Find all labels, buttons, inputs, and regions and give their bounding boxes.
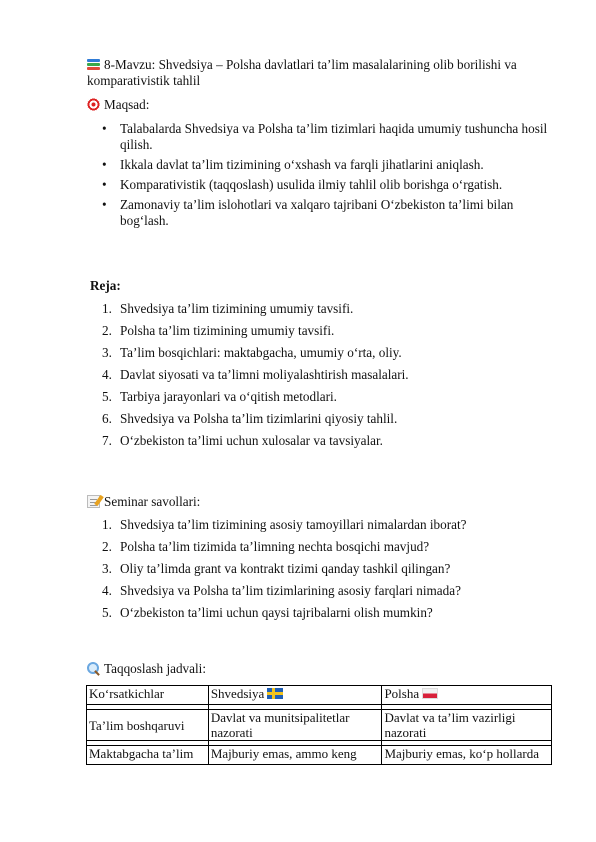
- header-cell: Ko‘rsatkichlar: [87, 686, 209, 705]
- list-item: 7. O‘zbekiston ta’limi uchun xulosalar va tavsiyalar.: [102, 433, 383, 448]
- header-cell: Shvedsiya: [208, 686, 382, 705]
- poland-flag-icon: [422, 688, 438, 699]
- table-cell: Majburiy emas, ammo keng: [208, 746, 382, 765]
- header-cell: Polsha: [382, 686, 552, 705]
- table-heading: Taqqoslash jadvali:: [87, 661, 557, 677]
- magnifier-icon: [87, 662, 100, 675]
- list-item: 5. Tarbiya jarayonlari va o‘qitish metodlari.: [102, 389, 337, 404]
- table-cell: Maktabgacha ta’lim: [87, 746, 209, 765]
- table-cell: Majburiy emas, ko‘p hollarda: [382, 746, 552, 765]
- sweden-flag-icon: [267, 688, 283, 699]
- list-item: 3. Oliy ta’limda grant va kontrakt tizimi qanday tashkil qilingan?: [102, 561, 451, 576]
- list-item: • Zamonaviy ta’lim islohotlari va xalqaro tajribani O‘zbekiston ta’limi bilan bog‘lash.: [102, 197, 514, 228]
- list-item: 3. Ta’lim bosqichlari: maktabgacha, umumiy o‘rta, oliy.: [102, 345, 402, 360]
- seminar-heading: Seminar savollari:: [87, 494, 557, 510]
- plan-list: [102, 301, 560, 455]
- goal-heading: Maqsad:: [87, 97, 557, 113]
- list-item: 1. Shvedsiya ta’lim tizimining asosiy tamoyillari nimalardan iborat?: [102, 517, 467, 532]
- list-item: • Talabalarda Shvedsiya va Polsha ta’lim tizimlari haqida umumiy tushuncha hosil qilish.: [102, 121, 548, 152]
- table-cell: Davlat va ta’lim vazirligi nazorati: [382, 710, 552, 741]
- goal-list: [102, 121, 560, 233]
- list-item: • Komparativistik (taqqoslash) usulida ilmiy tahlil olib borishga o‘rgatish.: [102, 177, 503, 192]
- table-header-row: [87, 686, 552, 705]
- list-item: 5. O‘zbekiston ta’limi uchun qaysi tajribalarni olish mumkin?: [102, 605, 433, 620]
- memo-icon: [87, 495, 100, 508]
- document-title: [87, 57, 557, 89]
- plan-heading: Reja:: [90, 278, 121, 293]
- list-item: 1. Shvedsiya ta’lim tizimining umumiy tavsifi.: [102, 301, 354, 316]
- target-icon: [87, 98, 100, 111]
- table-row: [87, 746, 552, 765]
- list-item: • Ikkala davlat ta’lim tizimining o‘xshash va farqli jihatlarini aniqlash.: [102, 157, 484, 172]
- list-item: 2. Polsha ta’lim tizimida ta’limning nechta bosqichi mavjud?: [102, 539, 430, 554]
- title-text: 8-Mavzu: Shvedsiya – Polsha davlatlari ta’lim masalalarining olib borilishi va komparativistik tahlil: [87, 57, 517, 88]
- table-cell: Davlat va munitsipalitetlar nazorati: [208, 710, 382, 741]
- books-icon: [87, 58, 100, 71]
- list-item: 2. Polsha ta’lim tizimining umumiy tavsifi.: [102, 323, 335, 338]
- comparison-table: [86, 685, 552, 765]
- table-row: [87, 710, 552, 741]
- list-item: 4. Davlat siyosati va ta’limni moliyalashtirish masalalari.: [102, 367, 409, 382]
- list-item: 4. Shvedsiya va Polsha ta’lim tizimlarining asosiy farqlari nimada?: [102, 583, 461, 598]
- seminar-list: [102, 517, 560, 627]
- list-item: 6. Shvedsiya va Polsha ta’lim tizimlarini qiyosiy tahlil.: [102, 411, 398, 426]
- table-cell: Ta’lim boshqaruvi: [87, 710, 209, 741]
